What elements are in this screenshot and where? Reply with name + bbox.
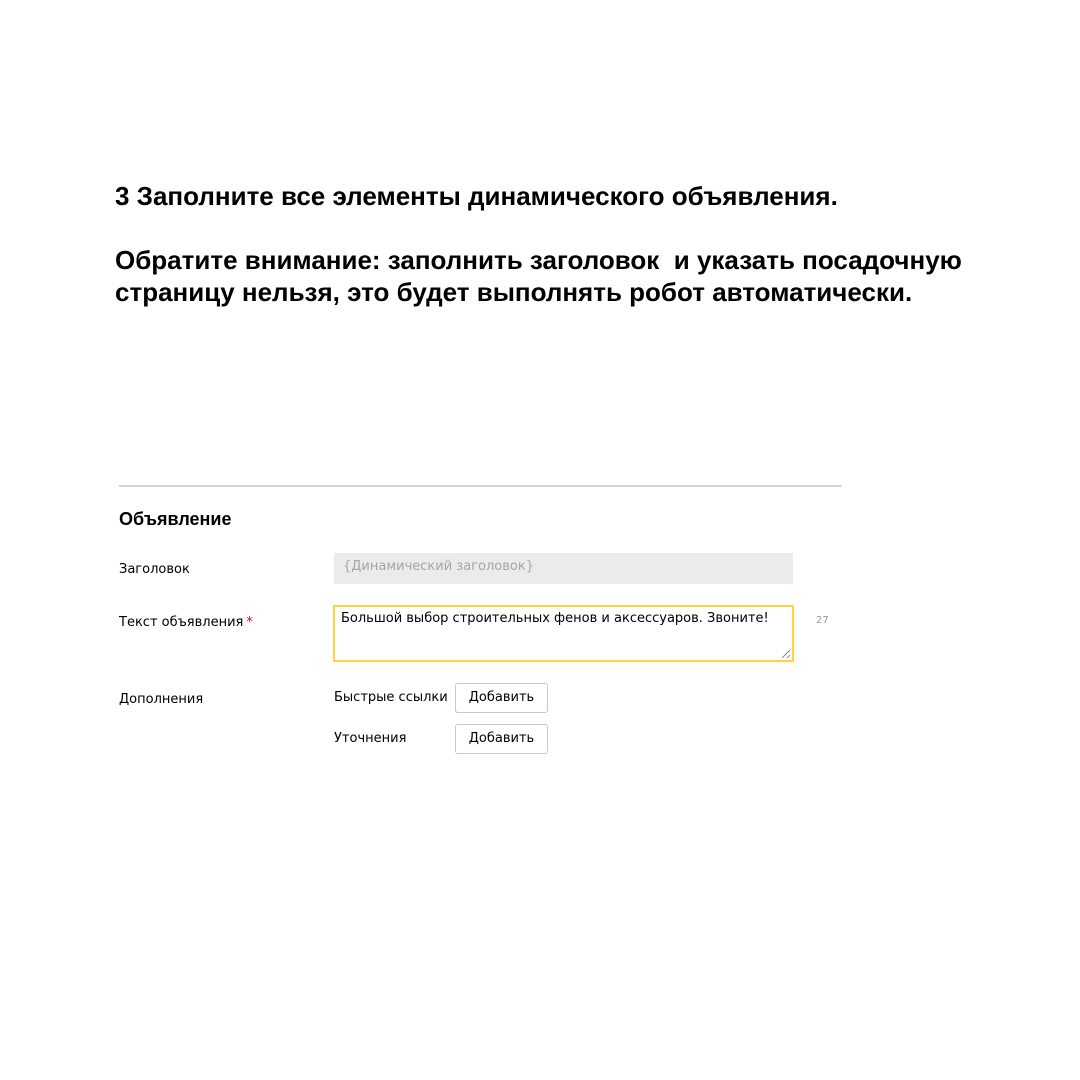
section-divider bbox=[119, 485, 842, 487]
ad-form-panel bbox=[119, 485, 842, 746]
instructions-text bbox=[115, 180, 1035, 308]
required-marker: * bbox=[246, 615, 253, 630]
extensions-label: Дополнения bbox=[119, 692, 204, 707]
ad-text-label bbox=[119, 615, 253, 630]
callouts-label: Уточнения bbox=[334, 731, 407, 746]
sitelinks-label: Быстрые ссылки bbox=[334, 690, 448, 705]
section-title: Объявление bbox=[119, 509, 232, 529]
note-line-2: страницу нельзя, это будет выполнять робот автоматически. bbox=[115, 277, 913, 307]
ad-text-value: Большой выбор строительных фенов и аксессуаров. Звоните! bbox=[341, 611, 769, 626]
resize-grip-icon[interactable] bbox=[782, 650, 790, 658]
headline-field: {Динамический заголовок} bbox=[334, 553, 793, 584]
char-counter: 27 bbox=[816, 615, 829, 626]
add-callouts-button[interactable]: Добавить bbox=[455, 724, 548, 754]
headline-label: Заголовок bbox=[119, 562, 190, 577]
note-text bbox=[115, 244, 1035, 308]
note-line-1: Обратите внимание: заполнить заголовок и указать посадочную bbox=[115, 245, 962, 275]
ad-text-textarea[interactable] bbox=[333, 605, 794, 662]
add-sitelinks-button[interactable]: Добавить bbox=[455, 683, 548, 713]
step-heading: 3 Заполните все элементы динамического объявления. bbox=[115, 181, 838, 211]
ad-text-label-text: Текст объявления bbox=[119, 615, 244, 630]
